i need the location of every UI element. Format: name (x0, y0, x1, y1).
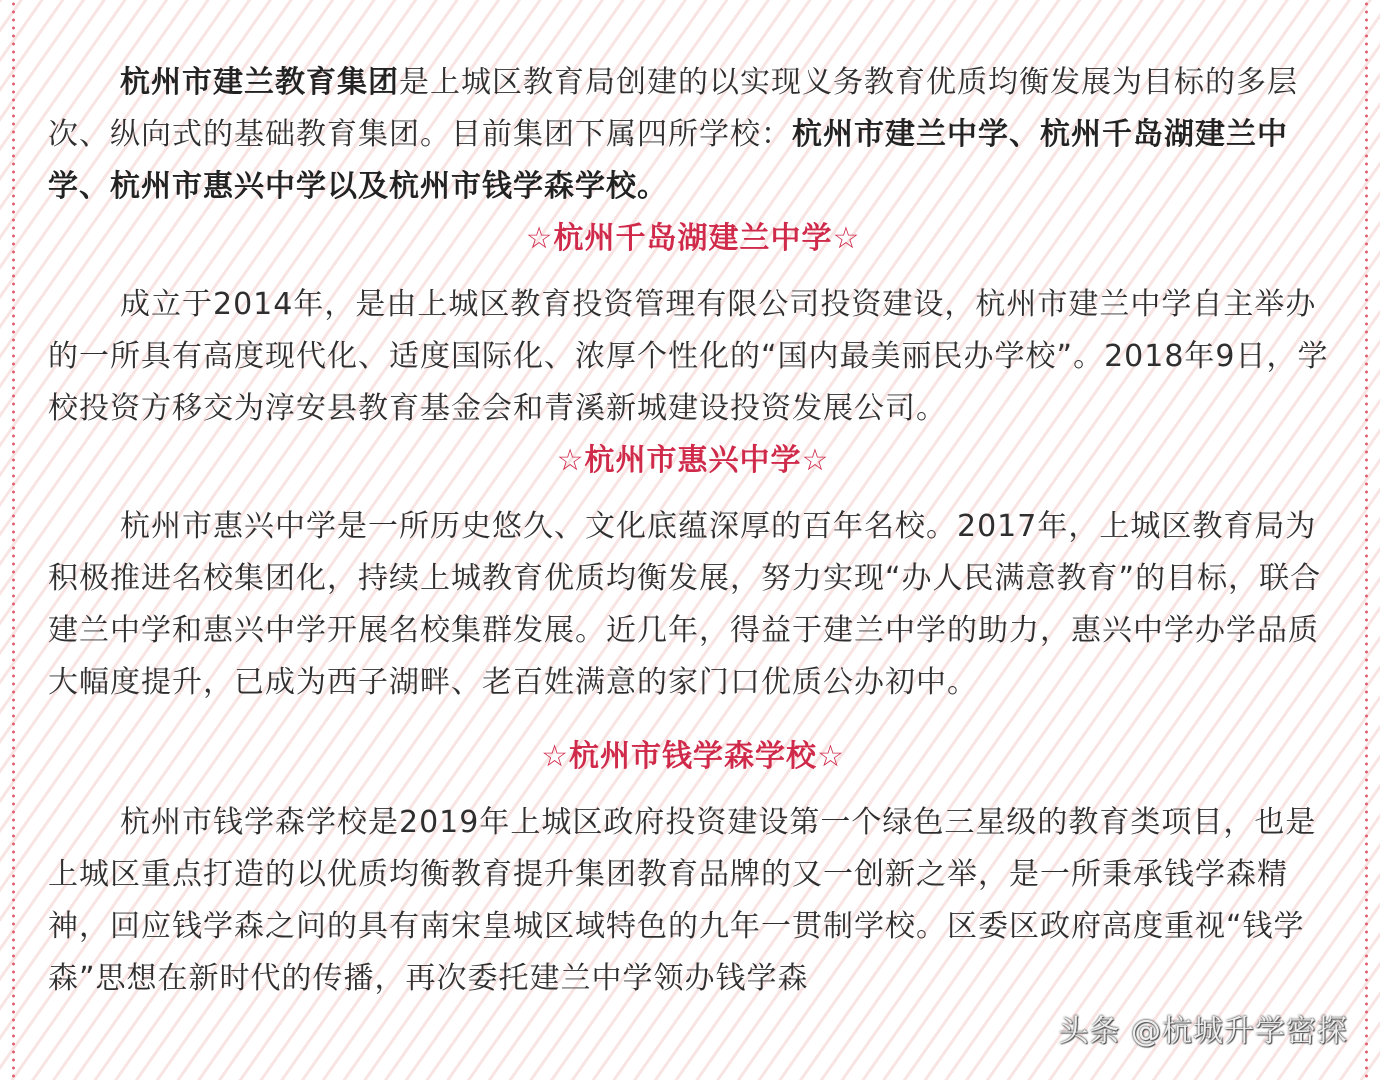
right-dotted-border (1365, 0, 1368, 1080)
section-paragraph-huixing: 杭州市惠兴中学是一所历史悠久、文化底蕴深厚的百年名校。2017年，上城区教育局为积极推进名校集团化，持续上城教育优质均衡发展，努力实现“办人民满意教育”的目标，联合建兰中学和惠兴中学开展名校集群发展。近几年，得益于建兰中学的助力，惠兴中学办学品质大幅度提升，已成为西子湖畔、老百姓满意的家门口优质公办初中。 (48, 509, 1322, 700)
intro-paragraph (48, 57, 1338, 213)
heading-text: 杭州市钱学森学校 (569, 739, 817, 774)
school-list: 杭州市建兰中学、杭州千岛湖建兰中学、杭州市惠兴中学以及杭州市钱学森学校。 (48, 117, 1288, 204)
section-heading-qianxuesen (48, 731, 1338, 783)
star-icon: ☆ (556, 443, 585, 478)
section-paragraph-qianxuesen: 杭州市钱学森学校是2019年上城区政府投资建设第一个绿色三星级的教育类项目，也是上城区重点打造的以优质均衡教育提升集团教育品牌的又一创新之举，是一所秉承钱学森精神，回应钱学森之问的具有南宋皇城区域特色的九年一贯制学校。区委区政府高度重视“钱学森”思想在新时代的传播，再次委托建兰中学领办钱学森 (48, 805, 1317, 996)
section-heading-qiandaohu (48, 213, 1338, 265)
star-icon: ☆ (541, 739, 569, 774)
star-icon: ☆ (817, 739, 845, 774)
star-icon: ☆ (525, 221, 554, 256)
section-heading-huixing (48, 435, 1338, 487)
intro-text: 是上城区教育局创建的以实现义务教育优质均衡发展为目标的多层次、纵向式的基础教育集团。目前集团下属四所学校： (48, 65, 1298, 152)
heading-text: 杭州千岛湖建兰中学 (553, 221, 833, 256)
watermark-text: 头条 @杭城升学密探 (1058, 1014, 1348, 1049)
heading-text: 杭州市惠兴中学 (584, 443, 802, 478)
article-body (48, 57, 1338, 1005)
group-name: 杭州市建兰教育集团 (120, 65, 399, 100)
star-icon: ☆ (832, 221, 861, 256)
star-icon: ☆ (801, 443, 830, 478)
section-paragraph-qiandaohu: 成立于2014年，是由上城区教育投资管理有限公司投资建设，杭州市建兰中学自主举办的一所具有高度现代化、适度国际化、浓厚个性化的“国内最美丽民办学校”。2018年9日，学校投资方移交为淳安县教育基金会和青溪新城建设投资发展公司。 (48, 287, 1329, 426)
left-dotted-border (12, 0, 15, 1080)
